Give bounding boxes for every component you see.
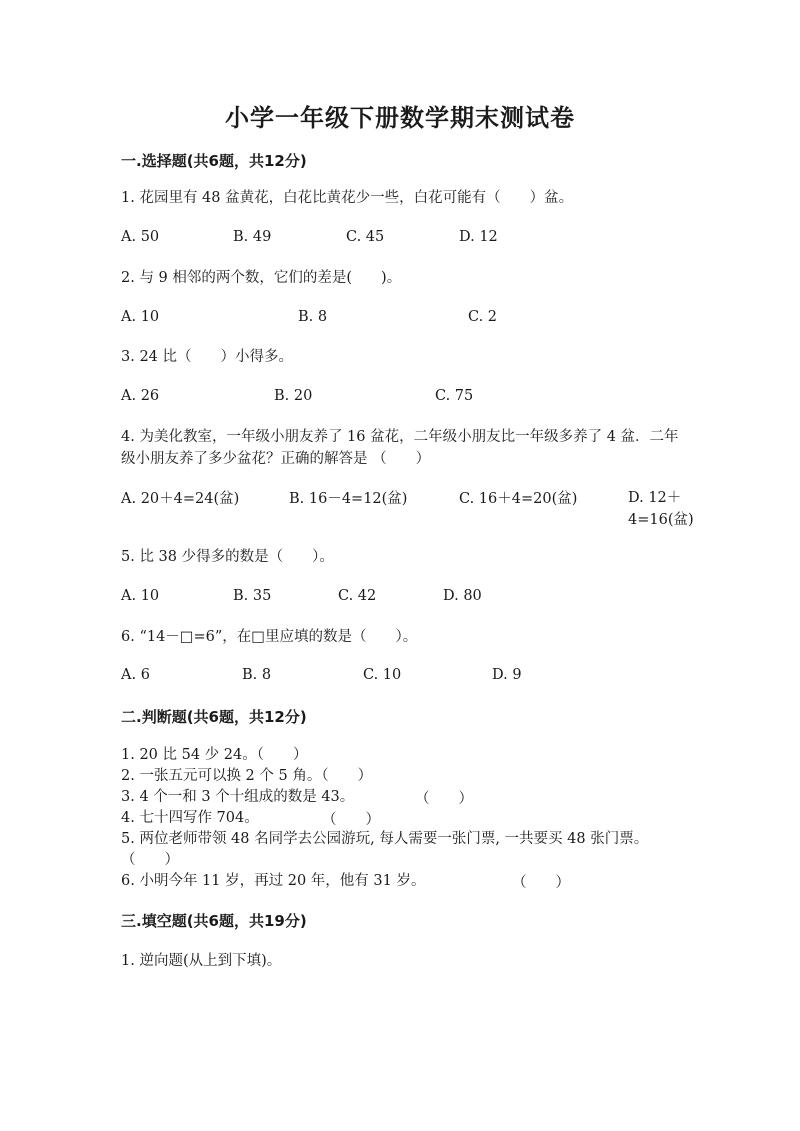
question-5-option-a: A. 10 (121, 588, 160, 604)
question-6-option-d: D. 9 (492, 667, 522, 683)
judge-item-6-answer-paren: （ ） (512, 875, 570, 891)
question-1-option-a: A. 50 (121, 229, 160, 245)
section-heading-fill: 三.填空题(共6题，共19分) (121, 912, 307, 930)
question-5-stem: 5. 比 38 少得多的数是（ ）。 (121, 549, 334, 565)
question-5-option-d: D. 80 (443, 588, 482, 604)
fill-item-1: 1. 逆向题(从上到下填)。 (121, 953, 282, 969)
question-4-option-d: D. 12＋4=16(盆) (628, 490, 694, 528)
question-3-option-b: B. 20 (274, 388, 313, 404)
judge-item-6: 6. 小明今年 11 岁，再过 20 年，他有 31 岁。 (121, 873, 426, 889)
question-1-stem: 1. 花园里有 48 盆黄花，白花比黄花少一些，白花可能有（ ）盆。 (121, 190, 574, 206)
question-3-stem: 3. 24 比（ ）小得多。 (121, 349, 294, 365)
section-heading-judge: 二.判断题(共6题，共12分) (121, 708, 307, 726)
question-1-option-c: C. 45 (346, 229, 385, 245)
judge-item-2: 2. 一张五元可以换 2 个 5 角。（ ） (121, 768, 373, 784)
question-1-option-b: B. 49 (233, 229, 272, 245)
judge-item-4: 4. 七十四写作 704。 (121, 810, 259, 826)
question-3-option-c: C. 75 (435, 388, 474, 404)
question-2-option-c: C. 2 (468, 309, 498, 325)
question-5-option-c: C. 42 (338, 588, 377, 604)
question-6-option-c: C. 10 (363, 667, 402, 683)
question-4-option-b: B. 16－4=12(盆) (289, 491, 408, 507)
question-2-option-a: A. 10 (121, 309, 160, 325)
question-3-option-a: A. 26 (121, 388, 160, 404)
judge-item-4-answer-paren: （ ） (322, 812, 380, 828)
section-heading-choice: 一.选择题(共6题，共12分) (121, 152, 307, 170)
question-5-option-b: B. 35 (233, 588, 272, 604)
question-6-option-b: B. 8 (242, 667, 272, 683)
question-6-option-a: A. 6 (121, 667, 150, 683)
page-title: 小学一年级下册数学期末测试卷 (225, 103, 575, 132)
question-2-option-b: B. 8 (298, 309, 328, 325)
judge-item-1: 1. 20 比 54 少 24。（ ） (121, 747, 308, 763)
question-2-stem: 2. 与 9 相邻的两个数，它们的差是( )。 (121, 270, 402, 286)
question-1-option-d: D. 12 (459, 229, 498, 245)
question-4-option-a: A. 20＋4=24(盆) (121, 491, 240, 507)
question-4-stem: 4. 为美化教室，一年级小朋友养了 16 盆花，二年级小朋友比一年级多养了 4 盆．二年级小朋友养了多少盆花？正确的解答是 （ ） (121, 429, 679, 467)
judge-item-3-answer-paren: （ ） (415, 791, 473, 807)
judge-item-5: 5. 两位老师带领 48 名同学去公园游玩, 每人需要一张门票, 一共要买 48 张门票。（ ） (121, 831, 649, 868)
question-6-stem: 6. “14－□=6”，在□里应填的数是（ ）。 (121, 629, 418, 645)
question-4-option-c: C. 16＋4=20(盆) (459, 491, 578, 507)
judge-item-3: 3. 4 个一和 3 个十组成的数是 43。 (121, 789, 355, 805)
